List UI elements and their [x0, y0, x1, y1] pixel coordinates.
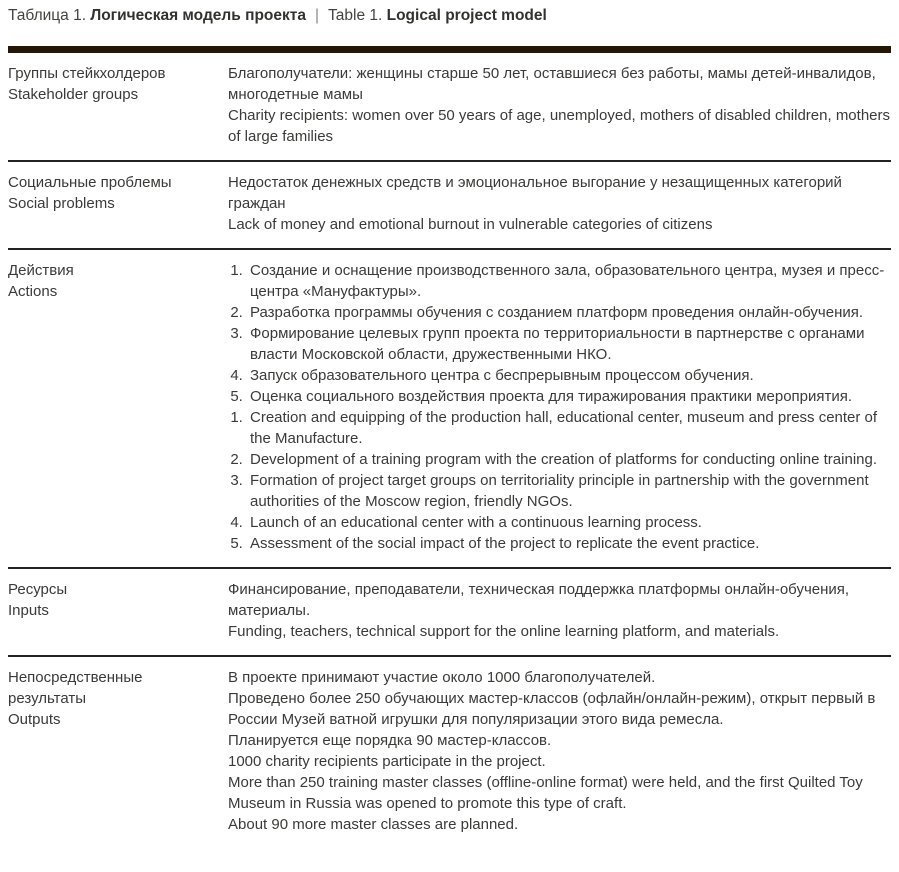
paragraph-en: About 90 more master classes are planned.: [228, 816, 519, 833]
list-item: 3. Formation of project target groups on territoriality principle in partnership with the government authorities of the Moscow region, friendly NGOs.: [247, 470, 891, 512]
row-content-outputs: [228, 667, 891, 835]
list-item: 1. Создание и оснащение производственного зала, образовательного центра, музея и пресс-центра «Мануфактуры».: [247, 260, 891, 302]
list-item: 1. Creation and equipping of the production hall, educational center, museum and press center of the Manufacture.: [247, 407, 891, 449]
row-header-ru: Группы стейкхолдеров: [8, 65, 166, 82]
table-row-stakeholder-groups: [8, 53, 891, 162]
paragraph-ru: В проекте принимают участие около 1000 благополучателей.: [228, 669, 656, 686]
row-header-ru: Социальные проблемы: [8, 174, 172, 191]
caption-ru-prefix: Таблица 1.: [8, 7, 87, 24]
table-caption: [8, 6, 891, 26]
table-row-inputs: [8, 569, 891, 657]
list-item: 2. Development of a training program with the creation of platforms for conducting online training.: [247, 449, 891, 470]
logical-model-table: [8, 46, 891, 848]
list-item: 5. Оценка социального воздействия проекта для тиражирования практики мероприятия.: [247, 386, 891, 407]
row-header-ru: Ресурсы: [8, 581, 68, 598]
row-content-social-problems: [228, 172, 891, 235]
list-item: 3. Формирование целевых групп проекта по территориальности в партнерстве с органами власти Московской области, дружественными НКО.: [247, 323, 891, 365]
list-item: 4. Запуск образовательного центра с беспрерывным процессом обучения.: [247, 365, 891, 386]
list-item: 2. Разработка программы обучения с созданием платформ проведения онлайн-обучения.: [247, 302, 891, 323]
list-item: 4. Launch of an educational center with a continuous learning process.: [247, 512, 891, 533]
row-header-inputs: [8, 579, 228, 642]
row-header-ru: Действия: [8, 262, 74, 279]
row-content-actions: [228, 260, 891, 554]
row-header-en: Social problems: [8, 195, 115, 212]
paragraph-en: Funding, teachers, technical support for the online learning platform, and materials.: [228, 623, 780, 640]
actions-list-en: [228, 407, 891, 554]
row-header-outputs: [8, 667, 228, 835]
paragraph-ru: Проведено более 250 обучающих мастер-классов (офлайн/онлайн-режим), открыт первый в России Музей ватной игрушки для популяризации этого вида ремесла.: [228, 690, 876, 728]
caption-en-prefix: Table 1.: [328, 7, 383, 24]
row-header-stakeholder-groups: [8, 63, 228, 147]
paragraph-ru: Недостаток денежных средств и эмоциональное выгорание у незащищенных категорий граждан: [228, 174, 842, 212]
row-header-en: Outputs: [8, 711, 61, 728]
row-content-inputs: [228, 579, 891, 642]
paragraph-en: 1000 charity recipients participate in the project.: [228, 753, 546, 770]
table-row-actions: [8, 250, 891, 569]
list-item: 5. Assessment of the social impact of the project to replicate the event practice.: [247, 533, 891, 554]
paragraph-en: Lack of money and emotional burnout in vulnerable categories of citizens: [228, 216, 713, 233]
table-row-social-problems: [8, 162, 891, 250]
row-header-social-problems: [8, 172, 228, 235]
caption-separator: |: [314, 7, 320, 24]
caption-en-title: Logical project model: [386, 7, 547, 24]
table-row-outputs: [8, 657, 891, 848]
paragraph-en: Charity recipients: women over 50 years of age, unemployed, mothers of disabled children, mothers of large families: [228, 107, 890, 145]
actions-list-ru: [228, 260, 891, 407]
caption-ru-title: Логическая модель проекта: [90, 7, 306, 24]
row-header-en: Actions: [8, 283, 58, 300]
row-header-ru: Непосредственные результаты: [8, 669, 143, 707]
row-header-en: Inputs: [8, 602, 49, 619]
paragraph-en: More than 250 training master classes (offline-online format) were held, and the first Quilted Toy Museum in Russia was opened to promote this type of craft.: [228, 774, 863, 812]
row-content-stakeholder-groups: [228, 63, 891, 147]
row-header-actions: [8, 260, 228, 554]
row-header-en: Stakeholder groups: [8, 86, 139, 103]
paragraph-ru: Планируется еще порядка 90 мастер-классов.: [228, 732, 552, 749]
paragraph-ru: Благополучатели: женщины старше 50 лет, оставшиеся без работы, мамы детей-инвалидов, многодетные мамы: [228, 65, 876, 103]
paragraph-ru: Финансирование, преподаватели, техническая поддержка платформы онлайн-обучения, материалы.: [228, 581, 850, 619]
